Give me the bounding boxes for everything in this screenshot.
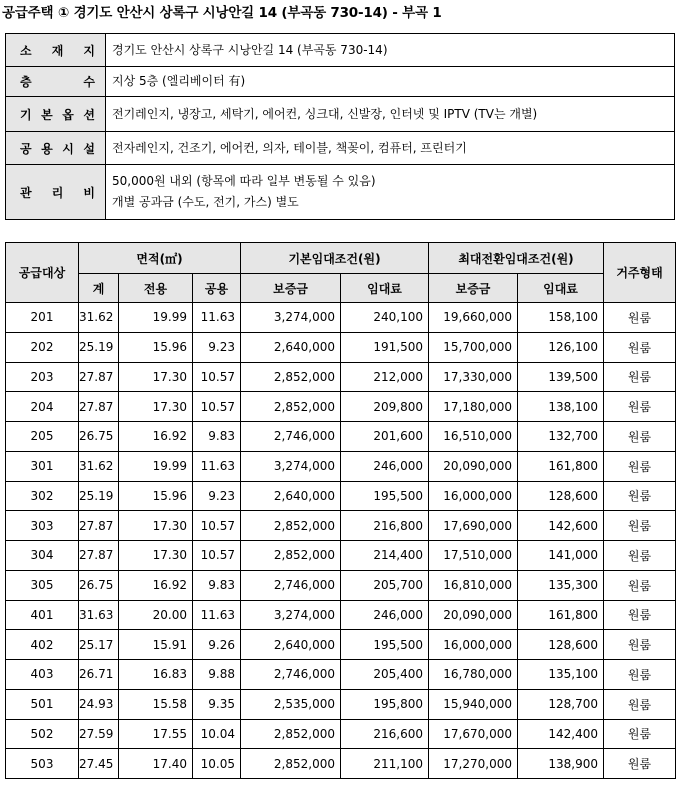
cell-max-deposit: 17,270,000 (429, 749, 518, 779)
cell-base-deposit: 2,852,000 (241, 362, 341, 392)
info-label-char: 재 (51, 43, 64, 58)
cell-area-total: 26.75 (79, 570, 119, 600)
cell-max-deposit: 17,690,000 (429, 511, 518, 541)
cell-base-rent: 216,600 (341, 719, 429, 749)
cell-max-rent: 141,000 (518, 541, 604, 571)
cell-unit-number: 302 (6, 481, 79, 511)
cell-base-deposit: 3,274,000 (241, 303, 341, 333)
cell-unit-number: 503 (6, 749, 79, 779)
cell-max-rent: 139,500 (518, 362, 604, 392)
info-value (106, 34, 675, 67)
header-max-rent-amount: 임대료 (518, 274, 604, 303)
cell-area-total: 26.75 (79, 422, 119, 452)
cell-area-exclusive: 15.91 (119, 630, 193, 660)
cell-area-total: 25.17 (79, 630, 119, 660)
cell-area-total: 25.19 (79, 332, 119, 362)
cell-base-deposit: 2,852,000 (241, 719, 341, 749)
cell-residence-type: 원룸 (604, 660, 676, 690)
cell-area-common: 11.63 (193, 600, 241, 630)
cell-area-exclusive: 17.55 (119, 719, 193, 749)
cell-unit-number: 205 (6, 422, 79, 452)
info-label-char: 용 (41, 141, 53, 156)
cell-area-total: 31.63 (79, 600, 119, 630)
cell-base-deposit: 2,746,000 (241, 660, 341, 690)
cell-area-total: 26.71 (79, 660, 119, 690)
cell-residence-type: 원룸 (604, 749, 676, 779)
cell-area-common: 9.35 (193, 689, 241, 719)
cell-residence-type: 원룸 (604, 422, 676, 452)
cell-base-deposit: 3,274,000 (241, 451, 341, 481)
cell-area-common: 10.57 (193, 541, 241, 571)
cell-max-rent: 135,300 (518, 570, 604, 600)
cell-max-deposit: 15,940,000 (429, 689, 518, 719)
cell-area-exclusive: 19.99 (119, 303, 193, 333)
cell-max-rent: 138,900 (518, 749, 604, 779)
cell-area-common: 10.57 (193, 362, 241, 392)
cell-area-total: 27.45 (79, 749, 119, 779)
cell-max-rent: 128,600 (518, 630, 604, 660)
info-value (106, 67, 675, 97)
supply-units-table (5, 242, 676, 779)
info-value-line: 경기도 안산시 상록구 시낭안길 14 (부곡동 730-14) (112, 42, 388, 57)
cell-base-deposit: 2,852,000 (241, 541, 341, 571)
cell-base-rent: 195,500 (341, 481, 429, 511)
info-label-char: 층 (20, 75, 32, 89)
cell-base-rent: 240,100 (341, 303, 429, 333)
cell-area-exclusive: 20.00 (119, 600, 193, 630)
cell-max-deposit: 16,000,000 (429, 630, 518, 660)
cell-unit-number: 305 (6, 570, 79, 600)
table-row (6, 630, 676, 660)
cell-residence-type: 원룸 (604, 541, 676, 571)
info-row (6, 165, 675, 220)
cell-base-rent: 205,700 (341, 570, 429, 600)
cell-unit-number: 301 (6, 451, 79, 481)
header-base-deposit: 보증금 (241, 274, 341, 303)
cell-max-deposit: 17,180,000 (429, 392, 518, 422)
cell-area-exclusive: 15.96 (119, 481, 193, 511)
cell-base-deposit: 2,852,000 (241, 511, 341, 541)
table-row (6, 332, 676, 362)
cell-base-deposit: 2,746,000 (241, 570, 341, 600)
info-value-line: 50,000원 내외 (항목에 따라 일부 변동될 수 있음) (112, 174, 376, 188)
info-label-char: 시 (62, 141, 74, 156)
info-label (6, 67, 106, 97)
info-label-char: 지 (83, 43, 95, 58)
cell-max-deposit: 15,700,000 (429, 332, 518, 362)
cell-area-total: 27.87 (79, 392, 119, 422)
cell-max-deposit: 20,090,000 (429, 600, 518, 630)
cell-area-total: 31.62 (79, 303, 119, 333)
cell-area-exclusive: 17.30 (119, 541, 193, 571)
info-label-char: 션 (83, 107, 95, 122)
cell-area-common: 10.05 (193, 749, 241, 779)
cell-residence-type: 원룸 (604, 511, 676, 541)
cell-unit-number: 402 (6, 630, 79, 660)
cell-area-total: 27.87 (79, 511, 119, 541)
cell-residence-type: 원룸 (604, 719, 676, 749)
cell-base-rent: 195,800 (341, 689, 429, 719)
cell-residence-type: 원룸 (604, 303, 676, 333)
table-row (6, 303, 676, 333)
property-info-table (5, 33, 675, 220)
cell-max-deposit: 16,510,000 (429, 422, 518, 452)
cell-max-deposit: 16,780,000 (429, 660, 518, 690)
table-row (6, 570, 676, 600)
cell-area-common: 9.26 (193, 630, 241, 660)
cell-area-total: 27.87 (79, 541, 119, 571)
info-label-char: 설 (83, 141, 95, 156)
info-value-line: 지상 5층 (엘리베이터 有) (112, 74, 246, 88)
info-value (106, 97, 675, 132)
info-row (6, 97, 675, 132)
table-row (6, 481, 676, 511)
info-value-line: 전기레인지, 냉장고, 세탁기, 에어컨, 싱크대, 신발장, 인터넷 및 IPTV (TV는 개별) (112, 106, 538, 121)
cell-base-rent: 214,400 (341, 541, 429, 571)
cell-max-deposit: 17,510,000 (429, 541, 518, 571)
cell-area-total: 27.59 (79, 719, 119, 749)
header-max-conversion: 최대전환임대조건(원) (429, 243, 604, 274)
info-row (6, 34, 675, 67)
info-value-line: 전자레인지, 건조기, 에어컨, 의자, 테이블, 책꽂이, 컴퓨터, 프린터기 (112, 140, 467, 155)
table-row (6, 719, 676, 749)
cell-base-deposit: 2,640,000 (241, 481, 341, 511)
cell-area-exclusive: 17.40 (119, 749, 193, 779)
cell-unit-number: 502 (6, 719, 79, 749)
cell-max-rent: 161,800 (518, 600, 604, 630)
info-value-line: 개별 공과금 (수도, 전기, 가스) 별도 (112, 195, 299, 209)
info-label (6, 97, 106, 132)
cell-unit-number: 501 (6, 689, 79, 719)
cell-area-exclusive: 15.96 (119, 332, 193, 362)
cell-residence-type: 원룸 (604, 362, 676, 392)
cell-base-rent: 216,800 (341, 511, 429, 541)
cell-area-exclusive: 16.83 (119, 660, 193, 690)
info-label-char: 공 (20, 141, 32, 156)
cell-area-exclusive: 15.58 (119, 689, 193, 719)
cell-max-rent: 128,700 (518, 689, 604, 719)
info-label (6, 165, 106, 220)
cell-area-common: 10.04 (193, 719, 241, 749)
cell-unit-number: 304 (6, 541, 79, 571)
table-row (6, 689, 676, 719)
info-value (106, 165, 675, 220)
table-row (6, 749, 676, 779)
table-row (6, 451, 676, 481)
cell-area-total: 31.62 (79, 451, 119, 481)
table-row (6, 660, 676, 690)
table-row (6, 422, 676, 452)
header-area: 면적(㎡) (79, 243, 241, 274)
table-row (6, 541, 676, 571)
cell-residence-type: 원룸 (604, 600, 676, 630)
cell-base-rent: 211,100 (341, 749, 429, 779)
header-area-total: 계 (79, 274, 119, 303)
info-row (6, 67, 675, 97)
cell-area-common: 10.57 (193, 392, 241, 422)
cell-residence-type: 원룸 (604, 451, 676, 481)
cell-max-rent: 158,100 (518, 303, 604, 333)
header-supply-target: 공급대상 (6, 243, 79, 303)
cell-max-deposit: 16,000,000 (429, 481, 518, 511)
info-value (106, 132, 675, 165)
cell-area-total: 27.87 (79, 362, 119, 392)
cell-area-exclusive: 16.92 (119, 570, 193, 600)
page-title: 공급주택 ① 경기도 안산시 상록구 시낭안길 14 (부곡동 730-14) - 부곡 1 (2, 5, 442, 21)
cell-area-common: 9.83 (193, 422, 241, 452)
info-row (6, 132, 675, 165)
cell-residence-type: 원룸 (604, 392, 676, 422)
cell-unit-number: 403 (6, 660, 79, 690)
cell-max-deposit: 17,330,000 (429, 362, 518, 392)
cell-base-rent: 212,000 (341, 362, 429, 392)
cell-area-common: 11.63 (193, 451, 241, 481)
cell-area-exclusive: 19.99 (119, 451, 193, 481)
cell-max-rent: 128,600 (518, 481, 604, 511)
cell-max-deposit: 20,090,000 (429, 451, 518, 481)
cell-area-common: 9.88 (193, 660, 241, 690)
info-label-char: 기 (20, 107, 32, 122)
table-row (6, 511, 676, 541)
cell-area-common: 9.23 (193, 481, 241, 511)
cell-area-total: 24.93 (79, 689, 119, 719)
cell-unit-number: 201 (6, 303, 79, 333)
cell-base-rent: 209,800 (341, 392, 429, 422)
cell-max-rent: 126,100 (518, 332, 604, 362)
table-row (6, 362, 676, 392)
cell-area-common: 10.57 (193, 511, 241, 541)
table-row (6, 392, 676, 422)
header-area-common: 공용 (193, 274, 241, 303)
cell-residence-type: 원룸 (604, 481, 676, 511)
cell-max-deposit: 19,660,000 (429, 303, 518, 333)
cell-unit-number: 202 (6, 332, 79, 362)
info-label (6, 34, 106, 67)
cell-base-rent: 246,000 (341, 451, 429, 481)
cell-area-exclusive: 17.30 (119, 392, 193, 422)
cell-area-exclusive: 17.30 (119, 511, 193, 541)
cell-max-rent: 138,100 (518, 392, 604, 422)
cell-area-common: 9.23 (193, 332, 241, 362)
info-label-char: 리 (51, 185, 64, 200)
cell-max-deposit: 17,670,000 (429, 719, 518, 749)
cell-base-deposit: 2,746,000 (241, 422, 341, 452)
cell-residence-type: 원룸 (604, 570, 676, 600)
header-max-deposit: 보증금 (429, 274, 518, 303)
cell-max-deposit: 16,810,000 (429, 570, 518, 600)
header-area-exclusive: 전용 (119, 274, 193, 303)
cell-area-exclusive: 16.92 (119, 422, 193, 452)
cell-max-rent: 132,700 (518, 422, 604, 452)
cell-base-rent: 201,600 (341, 422, 429, 452)
cell-base-deposit: 3,274,000 (241, 600, 341, 630)
cell-base-deposit: 2,852,000 (241, 392, 341, 422)
cell-residence-type: 원룸 (604, 689, 676, 719)
cell-max-rent: 142,600 (518, 511, 604, 541)
cell-area-common: 9.83 (193, 570, 241, 600)
cell-area-exclusive: 17.30 (119, 362, 193, 392)
info-label-char: 비 (83, 185, 95, 200)
cell-base-rent: 191,500 (341, 332, 429, 362)
cell-max-rent: 135,100 (518, 660, 604, 690)
cell-area-common: 11.63 (193, 303, 241, 333)
cell-base-deposit: 2,852,000 (241, 749, 341, 779)
info-label-char: 본 (41, 107, 53, 122)
cell-max-rent: 161,800 (518, 451, 604, 481)
info-label-char: 관 (20, 185, 32, 200)
info-label-char: 수 (83, 75, 95, 89)
cell-base-rent: 246,000 (341, 600, 429, 630)
header-base-rent-amount: 임대료 (341, 274, 429, 303)
info-label-char: 소 (20, 43, 32, 58)
cell-unit-number: 401 (6, 600, 79, 630)
info-label-char: 옵 (62, 107, 74, 122)
info-label (6, 132, 106, 165)
header-base-rent: 기본임대조건(원) (241, 243, 429, 274)
cell-base-deposit: 2,535,000 (241, 689, 341, 719)
cell-unit-number: 204 (6, 392, 79, 422)
cell-max-rent: 142,400 (518, 719, 604, 749)
cell-base-deposit: 2,640,000 (241, 332, 341, 362)
table-row (6, 600, 676, 630)
cell-residence-type: 원룸 (604, 332, 676, 362)
cell-base-deposit: 2,640,000 (241, 630, 341, 660)
cell-residence-type: 원룸 (604, 630, 676, 660)
cell-base-rent: 195,500 (341, 630, 429, 660)
cell-base-rent: 205,400 (341, 660, 429, 690)
cell-unit-number: 203 (6, 362, 79, 392)
header-residence-type: 거주형태 (604, 243, 676, 303)
cell-area-total: 25.19 (79, 481, 119, 511)
cell-unit-number: 303 (6, 511, 79, 541)
